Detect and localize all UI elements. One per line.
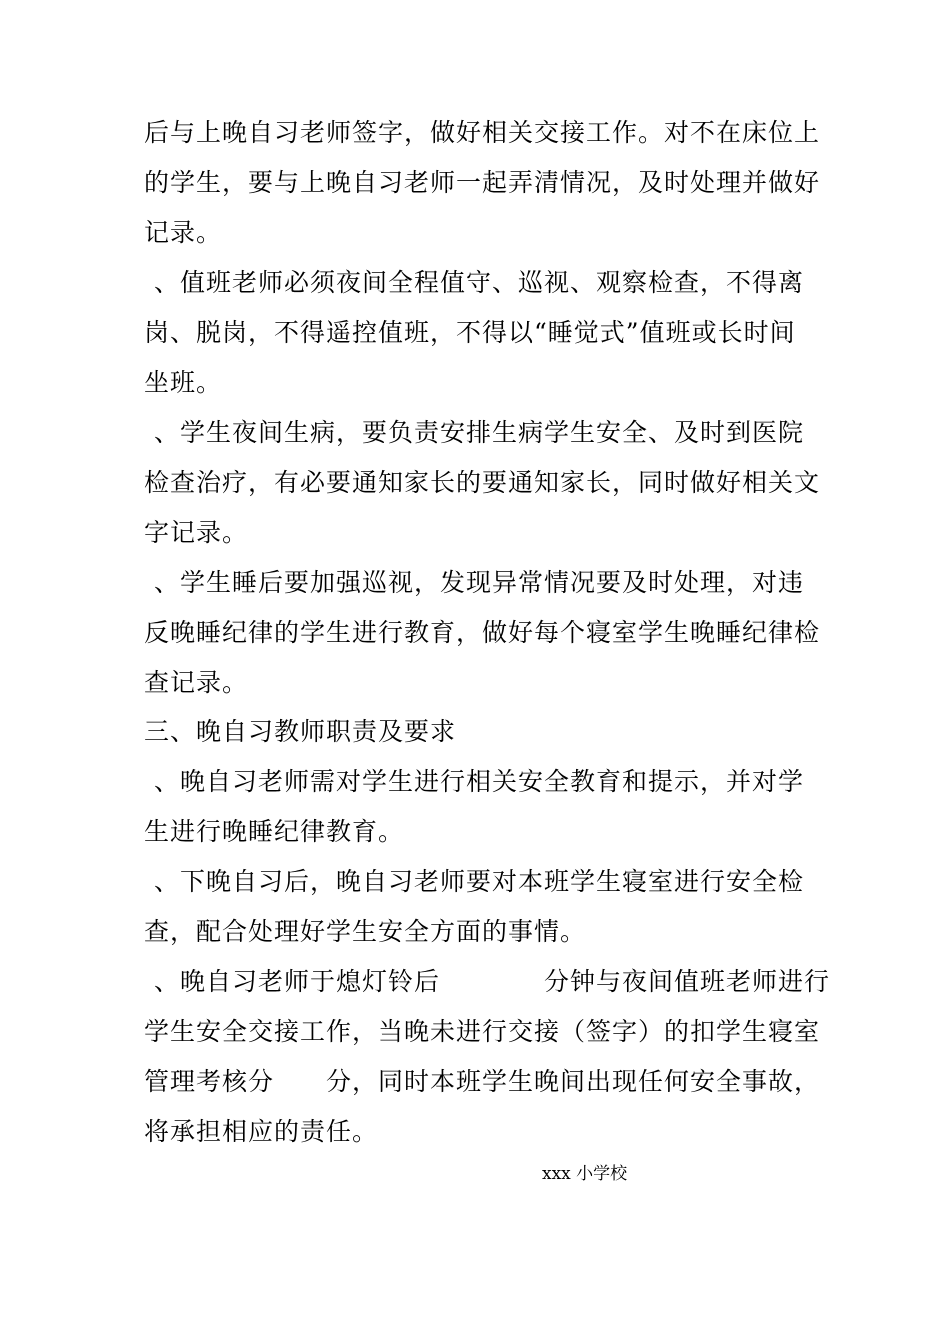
text-line-11: 反晚睡纪律的学生进行教育，做好每个寝室学生晚睡纪律检 (144, 618, 821, 647)
text-line-15: 生进行晚睡纪律教育。 (144, 817, 405, 846)
text-line-21: 将承担相应的责任。 (144, 1117, 379, 1146)
text-line-1: 后与上晚自习老师签字，做好相关交接工作。对不在床位上 (144, 118, 821, 147)
text-line-3: 记录。 (144, 218, 223, 247)
text-line-18: 、晚自习老师于熄灯铃后 分钟与夜间值班老师进行 (154, 967, 831, 996)
text-line-19: 学生安全交接工作，当晚未进行交接（签字）的扣学生寝室 (144, 1017, 821, 1046)
text-line-4: 、值班老师必须夜间全程值守、巡视、观察检查，不得离 (154, 268, 805, 297)
text-line-12: 查记录。 (144, 668, 249, 697)
text-line-8: 检查治疗，有必要通知家长的要通知家长，同时做好相关文 (144, 468, 821, 497)
text-line-16: 、下晚自习后，晚自习老师要对本班学生寝室进行安全检 (154, 867, 805, 896)
section-heading: 三、晚自习教师职责及要求 (144, 717, 457, 746)
text-line-2: 的学生，要与上晚自习老师一起弄清情况，及时处理并做好 (144, 168, 821, 197)
text-line-17: 查，配合处理好学生安全方面的事情。 (144, 917, 587, 946)
text-line-9: 字记录。 (144, 518, 249, 547)
text-line-14: 、晚自习老师需对学生进行相关安全教育和提示，并对学 (154, 767, 805, 796)
text-line-5: 岗、脱岗，不得遥控值班，不得以“睡觉式”值班或长时间 (144, 318, 796, 347)
text-line-10: 、学生睡后要加强巡视，发现异常情况要及时处理，对违 (154, 568, 805, 597)
text-line-7: 、学生夜间生病，要负责安排生病学生安全、及时到医院 (154, 418, 805, 447)
text-line-20: 管理考核分 分，同时本班学生晚间出现任何安全事故， (144, 1067, 821, 1096)
school-signature: xxx 小学校 (542, 1164, 628, 1184)
text-line-6: 坐班。 (144, 368, 223, 397)
